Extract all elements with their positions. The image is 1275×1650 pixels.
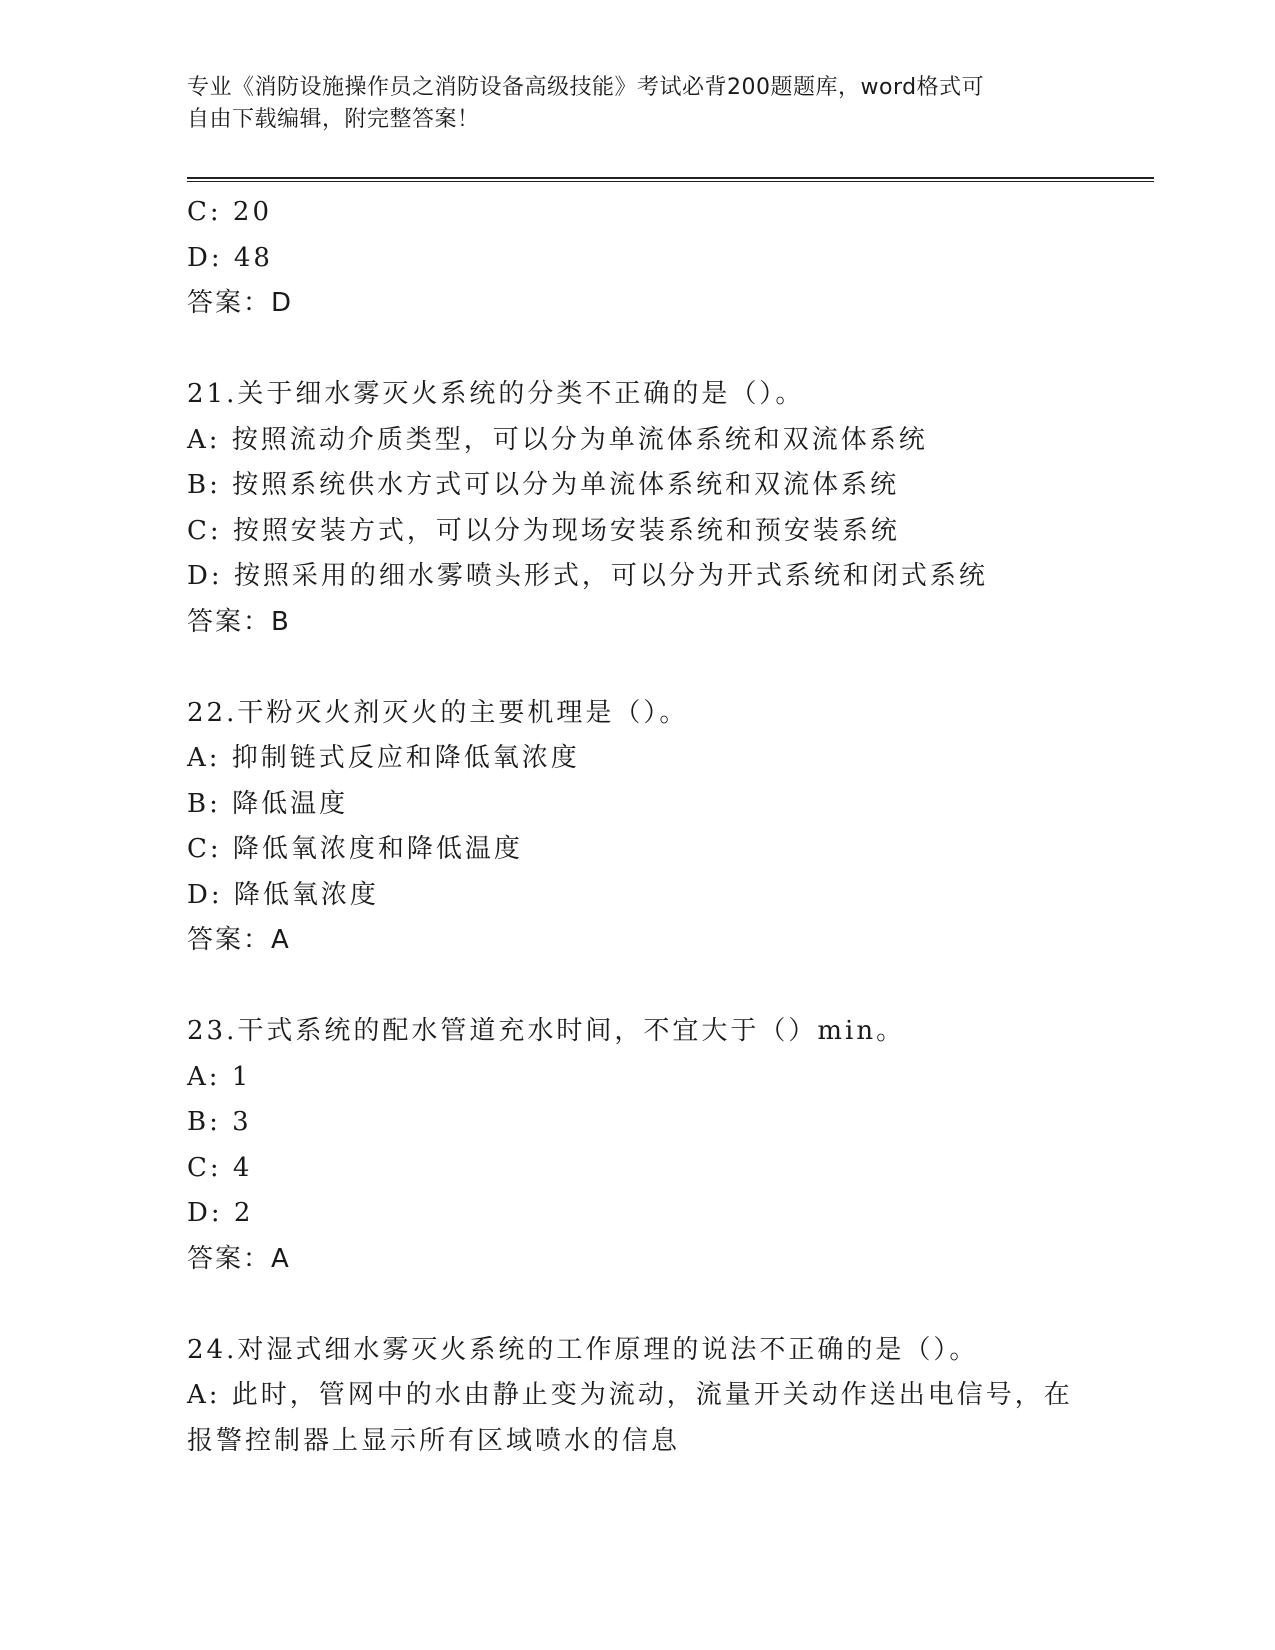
option-d: D: 48 [187,242,273,273]
spacer [187,645,1087,691]
option-a-continued: 报警控制器上显示所有区域喷水的信息 [187,1425,681,1456]
option-b: B: 按照系统供水方式可以分为单流体系统和双流体系统 [187,470,900,500]
page-header [187,72,1067,136]
header-divider-thin [187,181,1154,182]
option-d: D: 2 [187,1198,254,1228]
option-d: D: 按照采用的细水雾喷头形式，可以分为开式系统和闭式系统 [187,561,988,591]
answer-line: 答案：A [187,1243,291,1274]
spacer [187,327,1087,373]
question-stem: 21.关于细水雾灭火系统的分类不正确的是（）。 [187,379,805,409]
option-c: C: 4 [187,1152,253,1183]
spacer [187,1282,1087,1328]
question-23 [187,1009,1087,1282]
option-b: B: 3 [187,1107,252,1137]
option-a: A: 抑制链式反应和降低氧浓度 [187,743,580,773]
option-b: B: 降低温度 [187,788,349,819]
option-a: A: 1 [187,1061,252,1092]
question-24 [187,1328,1087,1465]
header-divider-thick [187,177,1154,179]
question-stem: 22.干粉灭火剂灭火的主要机理是（）。 [187,697,689,728]
option-c: C: 20 [187,197,273,227]
header-line-1: 专业《消防设施操作员之消防设备高级技能》考试必背200题题库，word格式可 [187,75,985,100]
question-22 [187,691,1087,964]
option-c: C: 降低氧浓度和降低温度 [187,834,523,864]
answer-line: 答案：B [187,606,291,637]
question-20-tail [187,190,1087,327]
option-d: D: 降低氧浓度 [187,879,379,910]
answer-line: 答案：D [187,288,294,318]
option-c: C: 按照安装方式，可以分为现场安装系统和预安装系统 [187,515,900,546]
spacer [187,964,1087,1010]
question-21 [187,372,1087,645]
answer-line: 答案：A [187,925,291,955]
header-line-2: 自由下载编辑，附完整答案！ [187,107,480,132]
question-stem: 23.干式系统的配水管道充水时间，不宜大于（）min。 [187,1016,906,1046]
option-a: A: 按照流动介质类型，可以分为单流体系统和双流体系统 [187,424,928,455]
option-a: A: 此时，管网中的水由静止变为流动，流量开关动作送出电信号，在 [187,1380,1073,1410]
question-stem: 24.对湿式细水雾灭火系统的工作原理的说法不正确的是（）。 [187,1334,979,1365]
question-list [187,190,1087,1464]
